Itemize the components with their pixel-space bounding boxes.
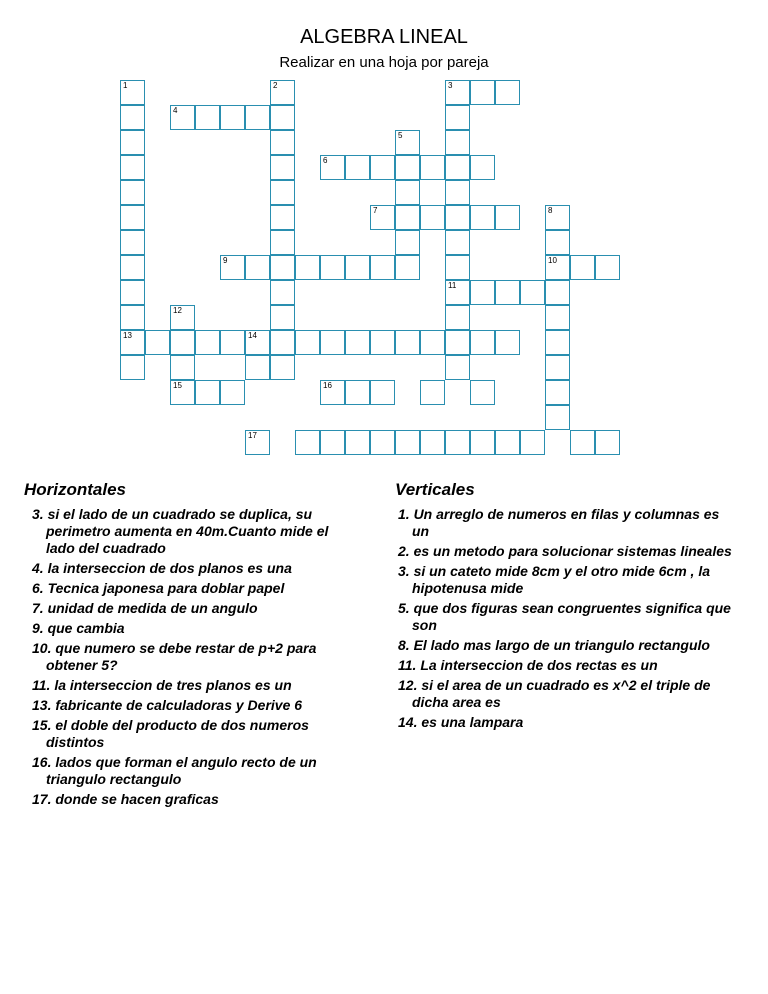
crossword-cell[interactable]: [370, 330, 395, 355]
crossword-cell[interactable]: [270, 105, 295, 130]
crossword-cell[interactable]: [295, 430, 320, 455]
cell-number: 3: [448, 81, 453, 90]
crossword-cell[interactable]: [145, 330, 170, 355]
crossword-cell[interactable]: [370, 205, 395, 230]
crossword-cell[interactable]: [545, 355, 570, 380]
crossword-cell[interactable]: [245, 355, 270, 380]
horizontal-clue: 6. Tecnica japonesa para doblar papel: [32, 580, 285, 596]
crossword-cell[interactable]: [270, 155, 295, 180]
crossword-cell[interactable]: [395, 430, 420, 455]
crossword-cell[interactable]: [395, 205, 420, 230]
crossword-cell[interactable]: [520, 430, 545, 455]
crossword-cell[interactable]: [395, 330, 420, 355]
crossword-cell[interactable]: [245, 330, 270, 355]
crossword-cell[interactable]: [495, 280, 520, 305]
crossword-cell[interactable]: [120, 105, 145, 130]
crossword-cell[interactable]: [120, 330, 145, 355]
crossword-cell[interactable]: [295, 330, 320, 355]
horizontal-clue: 13. fabricante de calculadoras y Derive 6: [32, 697, 303, 713]
crossword-cell[interactable]: [420, 155, 445, 180]
crossword-cell[interactable]: [445, 230, 470, 255]
crossword-cell[interactable]: [120, 255, 145, 280]
cell-number: 5: [398, 131, 403, 140]
horizontal-clue: 7. unidad de medida de un angulo: [32, 600, 258, 616]
crossword-cell[interactable]: [570, 255, 595, 280]
crossword-cell[interactable]: [270, 130, 295, 155]
page-subtitle: Realizar en una hoja por pareja: [279, 54, 489, 71]
crossword-cell[interactable]: [345, 155, 370, 180]
crossword-cell[interactable]: [495, 330, 520, 355]
crossword-cell[interactable]: [270, 355, 295, 380]
crossword-cell[interactable]: [345, 330, 370, 355]
crossword-cell[interactable]: [445, 280, 470, 305]
verticales-heading: Verticales: [395, 480, 475, 499]
cell-number: 6: [323, 156, 328, 165]
crossword-cell[interactable]: [120, 130, 145, 155]
crossword-cell[interactable]: [120, 305, 145, 330]
crossword-cell[interactable]: [170, 330, 195, 355]
crossword-cell[interactable]: [120, 280, 145, 305]
vertical-clue: 12. si el area de un cuadrado es x^2 el triple de dicha area es: [398, 677, 711, 710]
crossword-cell[interactable]: [195, 380, 220, 405]
vertical-clue: 14. es una lampara: [398, 714, 524, 730]
horizontal-clue: 9. que cambia: [32, 620, 125, 636]
crossword-cell[interactable]: [470, 330, 495, 355]
cell-number: 7: [373, 206, 378, 215]
crossword-cell[interactable]: [420, 205, 445, 230]
vertical-clue: 5. que dos figuras sean congruentes significa que son: [398, 600, 731, 633]
crossword-cell[interactable]: [445, 155, 470, 180]
crossword-cell[interactable]: [545, 330, 570, 355]
crossword-cell[interactable]: [495, 205, 520, 230]
crossword-cell[interactable]: [170, 355, 195, 380]
crossword-cell[interactable]: [445, 205, 470, 230]
crossword-cell[interactable]: [395, 230, 420, 255]
crossword-cell[interactable]: [420, 430, 445, 455]
crossword-cell[interactable]: [120, 230, 145, 255]
crossword-cell[interactable]: [445, 305, 470, 330]
crossword-cell[interactable]: [395, 255, 420, 280]
crossword-cell[interactable]: [320, 330, 345, 355]
cell-number: 17: [248, 431, 257, 440]
crossword-cell[interactable]: [545, 205, 570, 230]
crossword-cell[interactable]: [270, 180, 295, 205]
crossword-cell[interactable]: [470, 380, 495, 405]
cell-number: 14: [248, 331, 257, 340]
vertical-clue: 3. si un cateto mide 8cm y el otro mide 6cm , la hipotenusa mide: [398, 563, 710, 596]
crossword-cell[interactable]: [445, 130, 470, 155]
vertical-clue: 8. El lado mas largo de un triangulo rectangulo: [398, 637, 710, 653]
crossword-cell[interactable]: [345, 380, 370, 405]
cell-number: 15: [173, 381, 182, 390]
crossword-cell[interactable]: [395, 155, 420, 180]
crossword-cell[interactable]: [120, 155, 145, 180]
crossword-cell[interactable]: [270, 255, 295, 280]
horizontal-clue: 17. donde se hacen graficas: [32, 791, 219, 807]
crossword-cell[interactable]: [345, 255, 370, 280]
page-title: ALGEBRA LINEAL: [300, 26, 468, 48]
cell-number: 12: [173, 306, 182, 315]
crossword-cell[interactable]: [545, 280, 570, 305]
crossword-cell[interactable]: [445, 430, 470, 455]
crossword-cell[interactable]: [495, 430, 520, 455]
crossword-cell[interactable]: [270, 230, 295, 255]
crossword-cell[interactable]: [295, 255, 320, 280]
crossword-cell[interactable]: [470, 155, 495, 180]
crossword-cell[interactable]: [320, 430, 345, 455]
crossword-cell[interactable]: [270, 80, 295, 105]
crossword-cell[interactable]: [545, 230, 570, 255]
horizontales-clue-list: [32, 506, 350, 811]
cell-number: 4: [173, 106, 178, 115]
crossword-cell[interactable]: [220, 105, 245, 130]
crossword-cell[interactable]: [445, 105, 470, 130]
vertical-clue: 2. es un metodo para solucionar sistemas lineales: [398, 543, 732, 559]
crossword-cell[interactable]: [445, 180, 470, 205]
crossword-cell[interactable]: [220, 255, 245, 280]
horizontales-heading: Horizontales: [24, 480, 127, 499]
cell-number: 8: [548, 206, 553, 215]
crossword-cell[interactable]: [420, 380, 445, 405]
horizontal-clue: 10. que numero se debe restar de p+2 para obtener 5?: [32, 640, 317, 673]
crossword-cell[interactable]: [170, 105, 195, 130]
crossword-cell[interactable]: [270, 205, 295, 230]
cell-number: 1: [123, 81, 128, 90]
crossword-cell[interactable]: [245, 105, 270, 130]
crossword-cell[interactable]: [445, 255, 470, 280]
crossword-cell[interactable]: [470, 80, 495, 105]
crossword-cell[interactable]: [220, 330, 245, 355]
crossword-cell[interactable]: [470, 205, 495, 230]
crossword-cell[interactable]: [370, 380, 395, 405]
vertical-clue: 1. Un arreglo de numeros en filas y columnas es un: [398, 506, 720, 539]
horizontal-clue: 3. si el lado de un cuadrado se duplica, su perimetro aumenta en 40m.Cuanto mide el lado del cuadrado: [32, 506, 329, 556]
crossword-cell[interactable]: [320, 255, 345, 280]
verticales-clue-list: [398, 506, 738, 734]
crossword-cell[interactable]: [445, 330, 470, 355]
crossword-cell[interactable]: [120, 205, 145, 230]
horizontal-clue: 15. el doble del producto de dos numeros distintos: [32, 717, 309, 750]
crossword-cell[interactable]: [120, 80, 145, 105]
crossword-cell[interactable]: [270, 330, 295, 355]
cell-number: 10: [548, 256, 557, 265]
crossword-grid: [0, 0, 768, 470]
crossword-cell[interactable]: [270, 280, 295, 305]
crossword-cell[interactable]: [545, 255, 570, 280]
crossword-cell[interactable]: [570, 430, 595, 455]
crossword-cell[interactable]: [245, 430, 270, 455]
crossword-cell[interactable]: [270, 305, 295, 330]
crossword-cell[interactable]: [445, 80, 470, 105]
crossword-cell[interactable]: [195, 330, 220, 355]
crossword-cell[interactable]: [120, 180, 145, 205]
horizontal-clue: 16. lados que forman el angulo recto de un triangulo rectangulo: [32, 754, 317, 787]
crossword-cell[interactable]: [370, 430, 395, 455]
cell-number: 11: [448, 281, 457, 290]
crossword-cell[interactable]: [470, 430, 495, 455]
cell-number: 2: [273, 81, 278, 90]
crossword-cell[interactable]: [195, 105, 220, 130]
crossword-cell[interactable]: [245, 255, 270, 280]
vertical-clue: 11. La interseccion de dos rectas es un: [398, 657, 658, 673]
crossword-cell[interactable]: [370, 255, 395, 280]
crossword-cell[interactable]: [420, 330, 445, 355]
crossword-cell[interactable]: [395, 130, 420, 155]
cell-number: 13: [123, 331, 132, 340]
crossword-cell[interactable]: [495, 80, 520, 105]
crossword-cell[interactable]: [520, 280, 545, 305]
crossword-cell[interactable]: [545, 305, 570, 330]
crossword-cell[interactable]: [345, 430, 370, 455]
crossword-cell[interactable]: [395, 180, 420, 205]
crossword-cell[interactable]: [120, 355, 145, 380]
crossword-cell[interactable]: [595, 430, 620, 455]
crossword-cell[interactable]: [170, 380, 195, 405]
crossword-cell[interactable]: [470, 280, 495, 305]
crossword-cell[interactable]: [595, 255, 620, 280]
cell-number: 9: [223, 256, 228, 265]
crossword-cell[interactable]: [545, 405, 570, 430]
crossword-cell[interactable]: [170, 305, 195, 330]
horizontal-clue: 4. la interseccion de dos planos es una: [32, 560, 292, 576]
crossword-cell[interactable]: [320, 155, 345, 180]
horizontal-clue: 11. la interseccion de tres planos es un: [32, 677, 292, 693]
crossword-cell[interactable]: [220, 380, 245, 405]
cell-number: 16: [323, 381, 332, 390]
crossword-cell[interactable]: [545, 380, 570, 405]
crossword-cell[interactable]: [320, 380, 345, 405]
crossword-cell[interactable]: [445, 355, 470, 380]
crossword-cell[interactable]: [370, 155, 395, 180]
